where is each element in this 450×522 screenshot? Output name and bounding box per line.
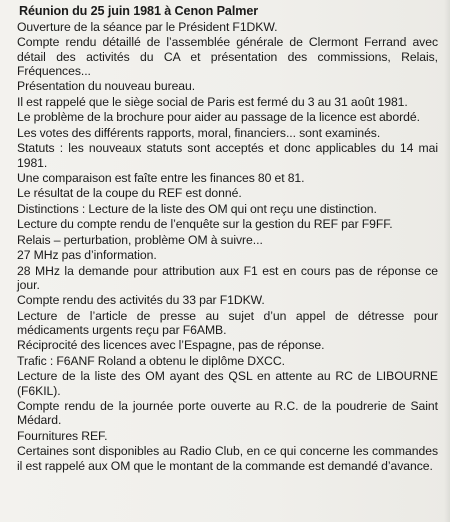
paragraph: 28 MHz la demande pour attribution aux F1 est en cours pas de réponse ce jour. bbox=[17, 263, 438, 292]
paragraph: Les votes des différents rapports, moral, financiers... sont examinés. bbox=[17, 125, 381, 140]
paragraph: Certaines sont disponibles au Radio Club, en ce qui concerne les commandes il est rappelé aux OM que le montant de la commande est demandé d’avance. bbox=[17, 444, 438, 473]
paragraph: Le problème de la brochure pour aider au passage de la licence est abordé. bbox=[17, 110, 420, 125]
paragraph: Fournitures REF. bbox=[17, 428, 108, 443]
paragraph: Statuts : les nouveaux statuts sont acceptés et donc applicables du 14 mai 1981. bbox=[17, 141, 438, 170]
paragraph: Compte rendu de la journée porte ouverte au R.C. de la poudrerie de Saint Médard. bbox=[17, 399, 438, 428]
paragraph: Relais – perturbation, problème OM à suivre... bbox=[17, 232, 263, 247]
paragraph: Il est rappelé que le siège social de Paris est fermé du 3 au 31 août 1981. bbox=[17, 94, 408, 109]
paragraph: 27 MHz pas d’information. bbox=[17, 248, 157, 263]
meeting-minutes bbox=[17, 20, 450, 473]
paragraph: Trafic : F6ANF Roland a obtenu le diplôme DXCC. bbox=[17, 353, 285, 368]
paragraph: Compte rendu détaillé de l’assemblée générale de Clermont Ferrand avec détail des activités du CA et présentation des commissions, Relais, Fréquences... bbox=[17, 35, 438, 79]
paragraph: Lecture de l’article de presse au sujet d’un appel de détresse pour médicaments urgents reçu par F6AMB. bbox=[17, 308, 438, 338]
meeting-title: Réunion du 25 juin 1981 à Cenon Palmer bbox=[19, 4, 259, 18]
paragraph: Ouverture de la séance par le Président F1DKW. bbox=[17, 20, 278, 34]
paragraph: Lecture du compte rendu de l’enquête sur la gestion du REF par F9FF. bbox=[17, 217, 393, 232]
paragraph: Présentation du nouveau bureau. bbox=[17, 79, 196, 94]
page-edge-shadow bbox=[444, 0, 450, 522]
paragraph: Distinctions : Lecture de la liste des OM qui ont reçu une distinction. bbox=[17, 201, 377, 216]
paragraph: Le résultat de la coupe du REF est donné. bbox=[17, 186, 242, 201]
paragraph: Lecture de la liste des OM ayant des QSL en attente au RC de LIBOURNE (F6KIL). bbox=[17, 369, 438, 398]
paragraph: Compte rendu des activités du 33 par F1DKW. bbox=[17, 293, 265, 308]
paragraph: Réciprocité des licences avec l’Espagne, pas de réponse. bbox=[17, 338, 325, 353]
paragraph: Une comparaison est faîte entre les finances 80 et 81. bbox=[17, 170, 305, 185]
